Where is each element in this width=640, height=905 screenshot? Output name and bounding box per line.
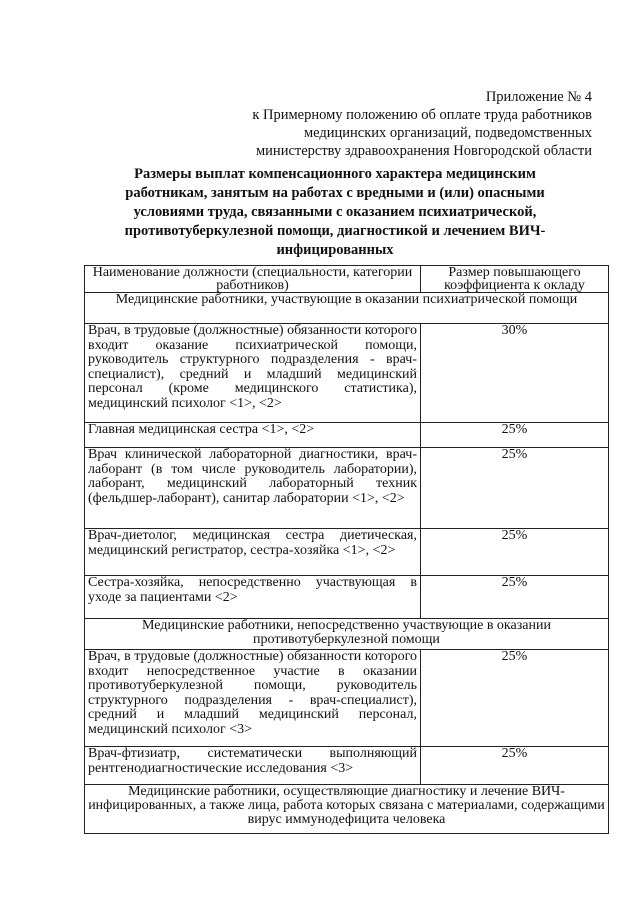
coefficient-cell: 25% <box>421 747 609 785</box>
section-title: Медицинские работники, осуществляющие диагностику и лечение ВИЧ-инфицированных, а также лица, работа которых связана с материалами, содержащими вирус иммунодефицита человека <box>85 785 609 834</box>
table-header-row <box>85 266 609 293</box>
section-row <box>85 785 609 834</box>
position-cell: Врач, в трудовые (должностные) обязанности которого входит оказание психиатрической помощи, руководитель структурного подразделения - врач-специалист), средний и младший медицинский персонал (кроме медицинского статистика), медицинский психолог <1>, <2> <box>85 324 421 423</box>
appendix-line: министерству здравоохранения Новгородской области <box>256 143 592 159</box>
table-row <box>85 448 609 529</box>
coefficient-cell: 25% <box>421 650 609 747</box>
section-row <box>85 293 609 324</box>
table-row <box>85 324 609 423</box>
appendix-line: Приложение № 4 <box>485 89 592 105</box>
table-row <box>85 650 609 747</box>
document-title: Размеры выплат компенсационного характера медицинским работникам, занятым на работах с вредными и (или) опасными условиями труда, связанными с оказанием психиатрической, противотуберкулезной помощи, диагностикой и лечением ВИЧ-инфицированных <box>124 166 546 258</box>
table-row <box>85 747 609 785</box>
coefficient-cell: 25% <box>421 529 609 576</box>
position-cell: Врач клинической лабораторной диагностики, врач-лаборант (в том числе руководитель лаборатории), лаборант, медицинский лабораторный техник (фельдшер-лаборант), санитар лаборатории <1>, <2> <box>85 448 421 529</box>
section-row <box>85 619 609 650</box>
section-title: Медицинские работники, непосредственно участвующие в оказании противотуберкулезной помощи <box>85 619 609 650</box>
payments-table <box>84 265 609 834</box>
position-cell: Сестра-хозяйка, непосредственно участвующая в уходе за пациентами <2> <box>85 576 421 619</box>
coefficient-cell: 25% <box>421 448 609 529</box>
appendix-header <box>172 88 592 160</box>
position-cell: Врач, в трудовые (должностные) обязанности которого входит непосредственное участие в оказании противотуберкулезной помощи, руководитель структурного подразделения - врач-специалист), средний и младший медицинский персонал, медицинский психолог <3> <box>85 650 421 747</box>
appendix-line: медицинских организаций, подведомственных <box>303 125 592 141</box>
position-cell: Врач-фтизиатр, систематически выполняющий рентгенодиагностические исследования <3> <box>85 747 421 785</box>
position-cell: Главная медицинская сестра <1>, <2> <box>85 423 421 448</box>
coefficient-cell: 25% <box>421 423 609 448</box>
coefficient-cell: 25% <box>421 576 609 619</box>
table-row <box>85 576 609 619</box>
column-header-position: Наименование должности (специальности, категории работников) <box>85 266 421 293</box>
table-row <box>85 529 609 576</box>
column-header-coefficient: Размер повышающего коэффициента к окладу <box>421 266 609 293</box>
coefficient-cell: 30% <box>421 324 609 423</box>
position-cell: Врач-диетолог, медицинская сестра диетическая, медицинский регистратор, сестра-хозяйка <1>, <2> <box>85 529 421 576</box>
appendix-line: к Примерному положению об оплате труда работников <box>252 107 592 123</box>
table-row <box>85 423 609 448</box>
section-title: Медицинские работники, участвующие в оказании психиатрической помощи <box>85 293 609 324</box>
